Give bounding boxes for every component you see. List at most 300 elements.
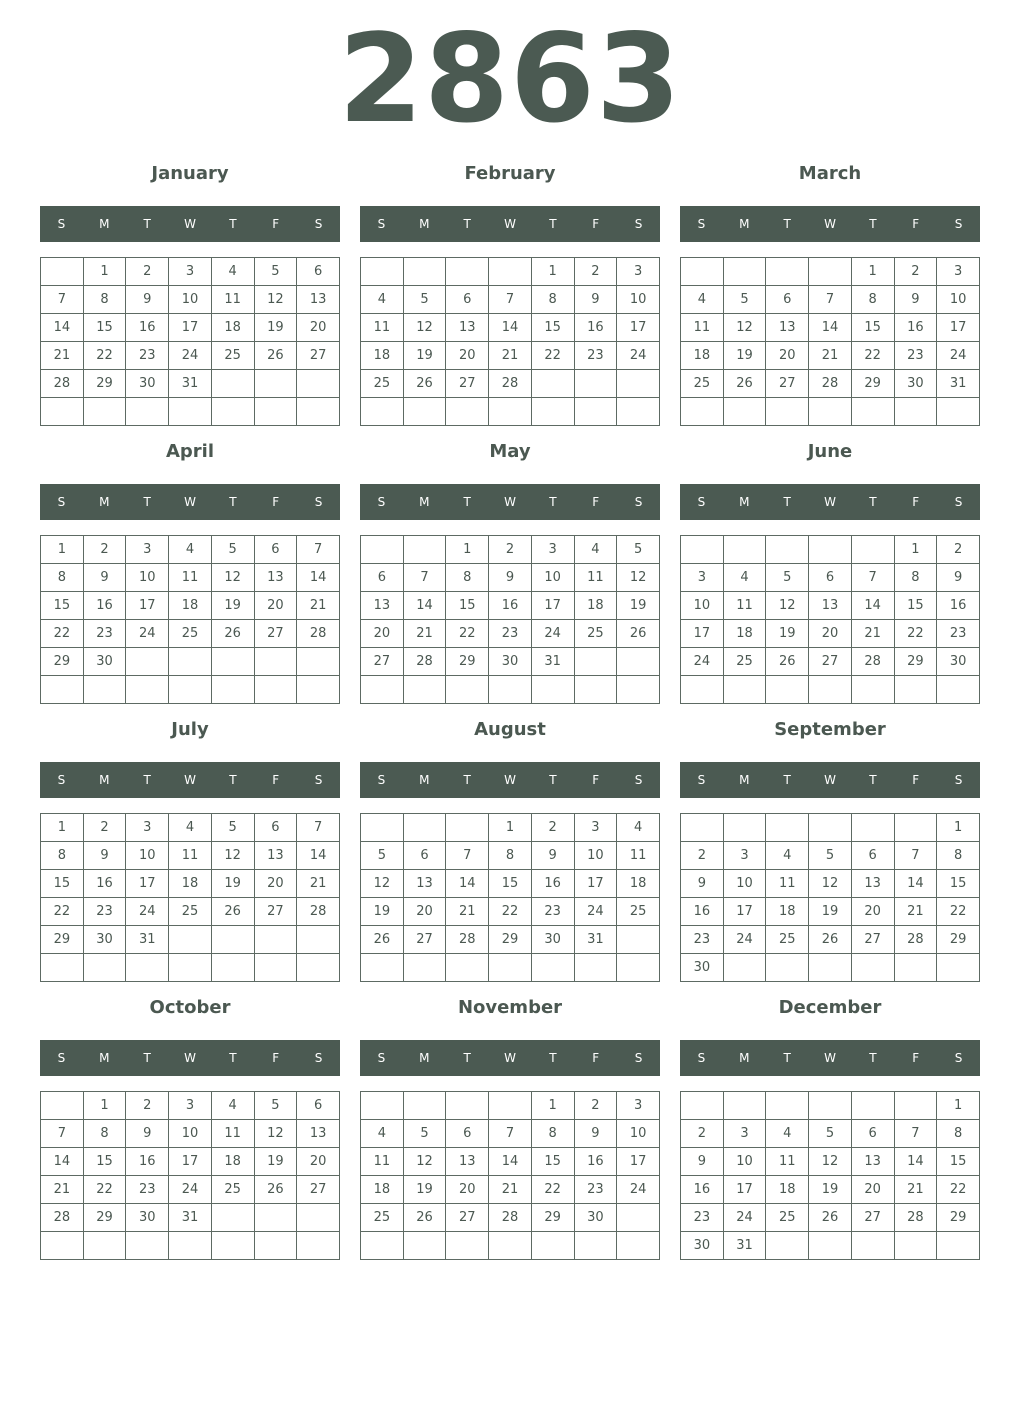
day-cell: 19 xyxy=(723,342,766,370)
weekday-label: S xyxy=(57,495,66,509)
day-cell: 11 xyxy=(574,564,617,592)
day-cell: 28 xyxy=(41,1204,84,1232)
day-cell: 2 xyxy=(681,1120,724,1148)
day-cell xyxy=(617,676,660,704)
day-cell: 21 xyxy=(297,870,340,898)
week-row xyxy=(361,842,660,870)
weekday-label: W xyxy=(184,495,196,509)
day-cell xyxy=(446,954,489,982)
day-cell: 7 xyxy=(489,286,532,314)
day-cell: 13 xyxy=(361,592,404,620)
day-cell: 26 xyxy=(766,648,809,676)
day-cell: 25 xyxy=(574,620,617,648)
day-cell: 15 xyxy=(489,870,532,898)
year-title: 2863 xyxy=(338,8,682,150)
day-cell: 20 xyxy=(297,314,340,342)
week-row xyxy=(361,342,660,370)
day-cell: 9 xyxy=(126,286,169,314)
day-cell: 1 xyxy=(531,1092,574,1120)
weekday-label: T xyxy=(869,217,877,231)
day-cell xyxy=(617,370,660,398)
day-cell: 26 xyxy=(254,1176,297,1204)
week-row xyxy=(361,286,660,314)
day-cell: 14 xyxy=(489,1148,532,1176)
week-row xyxy=(681,676,980,704)
day-cell xyxy=(723,398,766,426)
day-cell: 2 xyxy=(574,258,617,286)
day-cell: 29 xyxy=(489,926,532,954)
day-cell xyxy=(809,954,852,982)
day-cell: 22 xyxy=(41,620,84,648)
week-row xyxy=(681,564,980,592)
day-cell: 11 xyxy=(766,1148,809,1176)
day-cell xyxy=(211,676,254,704)
day-cell: 21 xyxy=(297,592,340,620)
day-cell xyxy=(41,398,84,426)
day-cell: 3 xyxy=(617,258,660,286)
day-cell: 18 xyxy=(169,870,212,898)
day-cell: 11 xyxy=(617,842,660,870)
day-cell: 8 xyxy=(894,564,937,592)
day-cell: 21 xyxy=(41,1176,84,1204)
week-row xyxy=(41,1204,340,1232)
day-cell xyxy=(361,258,404,286)
day-cell: 1 xyxy=(41,814,84,842)
day-cell: 4 xyxy=(766,842,809,870)
weekday-label: S xyxy=(314,217,323,231)
day-cell: 22 xyxy=(894,620,937,648)
day-cell: 17 xyxy=(126,870,169,898)
day-cell xyxy=(297,676,340,704)
day-cell: 24 xyxy=(617,1176,660,1204)
weekday-label: F xyxy=(272,1051,280,1065)
day-cell: 16 xyxy=(937,592,980,620)
week-row xyxy=(681,954,980,982)
weekday-label: T xyxy=(143,217,151,231)
week-row xyxy=(681,842,980,870)
day-cell: 23 xyxy=(531,898,574,926)
day-cell: 9 xyxy=(126,1120,169,1148)
day-cell xyxy=(446,258,489,286)
weekday-label: F xyxy=(272,217,280,231)
week-row xyxy=(681,926,980,954)
day-cell: 7 xyxy=(446,842,489,870)
day-cell: 28 xyxy=(851,648,894,676)
day-cell: 29 xyxy=(41,648,84,676)
day-cell: 19 xyxy=(809,898,852,926)
day-cell: 16 xyxy=(574,314,617,342)
day-cell: 28 xyxy=(809,370,852,398)
day-cell xyxy=(254,398,297,426)
day-cell xyxy=(361,814,404,842)
weekday-label: M xyxy=(99,495,110,509)
day-cell xyxy=(489,1232,532,1260)
day-cell xyxy=(574,370,617,398)
day-cell xyxy=(937,1232,980,1260)
weekday-label: T xyxy=(229,495,237,509)
day-cell: 22 xyxy=(531,1176,574,1204)
week-row xyxy=(681,648,980,676)
day-cell: 28 xyxy=(489,370,532,398)
day-grid xyxy=(40,1091,340,1260)
day-cell: 10 xyxy=(126,564,169,592)
day-cell xyxy=(403,398,446,426)
day-cell: 15 xyxy=(531,314,574,342)
day-cell: 7 xyxy=(297,814,340,842)
day-cell: 8 xyxy=(489,842,532,870)
day-cell xyxy=(489,398,532,426)
day-cell xyxy=(169,1232,212,1260)
weekday-label: T xyxy=(549,773,557,787)
day-cell xyxy=(169,398,212,426)
day-cell: 16 xyxy=(126,1148,169,1176)
day-cell: 20 xyxy=(446,342,489,370)
weekday-label: M xyxy=(419,773,430,787)
day-cell: 30 xyxy=(126,1204,169,1232)
weekday-label: T xyxy=(463,773,471,787)
day-cell xyxy=(766,954,809,982)
day-cell: 10 xyxy=(723,1148,766,1176)
weekday-label: F xyxy=(592,1051,600,1065)
day-cell xyxy=(83,1232,126,1260)
day-cell: 8 xyxy=(83,1120,126,1148)
weekday-label: S xyxy=(634,1051,643,1065)
day-cell xyxy=(681,398,724,426)
day-cell: 24 xyxy=(937,342,980,370)
day-cell: 31 xyxy=(531,648,574,676)
day-cell: 11 xyxy=(723,592,766,620)
day-cell: 27 xyxy=(254,898,297,926)
day-cell: 7 xyxy=(851,564,894,592)
weekday-label: M xyxy=(739,773,750,787)
day-cell xyxy=(489,676,532,704)
week-row xyxy=(361,814,660,842)
day-cell: 6 xyxy=(766,286,809,314)
day-cell xyxy=(574,1232,617,1260)
day-cell: 19 xyxy=(403,1176,446,1204)
day-cell: 17 xyxy=(574,870,617,898)
day-cell: 12 xyxy=(617,564,660,592)
day-cell: 17 xyxy=(617,1148,660,1176)
day-cell: 10 xyxy=(531,564,574,592)
week-row xyxy=(41,398,340,426)
day-cell: 23 xyxy=(937,620,980,648)
week-row xyxy=(361,620,660,648)
day-cell: 15 xyxy=(446,592,489,620)
week-row xyxy=(41,370,340,398)
day-cell: 10 xyxy=(617,1120,660,1148)
day-cell: 26 xyxy=(809,1204,852,1232)
day-cell: 30 xyxy=(83,648,126,676)
day-cell: 20 xyxy=(361,620,404,648)
day-cell: 25 xyxy=(169,898,212,926)
month-name: March xyxy=(798,163,862,184)
day-cell: 20 xyxy=(403,898,446,926)
weekday-label: M xyxy=(739,495,750,509)
day-cell: 8 xyxy=(531,286,574,314)
day-cell xyxy=(809,258,852,286)
day-cell: 13 xyxy=(446,314,489,342)
day-cell: 28 xyxy=(489,1204,532,1232)
weekday-label: M xyxy=(739,217,750,231)
day-cell xyxy=(361,536,404,564)
day-cell: 26 xyxy=(254,342,297,370)
day-cell xyxy=(126,676,169,704)
day-cell: 27 xyxy=(851,926,894,954)
weekday-label: T xyxy=(783,1051,791,1065)
week-row xyxy=(681,592,980,620)
day-cell xyxy=(531,370,574,398)
day-cell xyxy=(211,1204,254,1232)
day-cell xyxy=(297,954,340,982)
day-cell: 22 xyxy=(446,620,489,648)
day-cell xyxy=(894,814,937,842)
week-row xyxy=(681,314,980,342)
day-cell: 29 xyxy=(41,926,84,954)
day-cell: 4 xyxy=(723,564,766,592)
week-row xyxy=(681,1148,980,1176)
day-cell: 18 xyxy=(723,620,766,648)
day-cell: 18 xyxy=(766,1176,809,1204)
day-cell: 4 xyxy=(617,814,660,842)
day-cell: 14 xyxy=(851,592,894,620)
day-cell: 5 xyxy=(809,1120,852,1148)
day-cell: 5 xyxy=(766,564,809,592)
day-cell: 18 xyxy=(617,870,660,898)
day-cell: 29 xyxy=(83,370,126,398)
day-cell: 23 xyxy=(574,1176,617,1204)
weekday-label: M xyxy=(419,1051,430,1065)
day-cell: 11 xyxy=(361,1148,404,1176)
day-cell: 23 xyxy=(574,342,617,370)
day-cell xyxy=(403,536,446,564)
day-cell: 4 xyxy=(211,258,254,286)
weekday-label: T xyxy=(549,1051,557,1065)
day-cell: 8 xyxy=(851,286,894,314)
weekday-label: F xyxy=(912,1051,920,1065)
weekday-label: S xyxy=(634,773,643,787)
month-name: September xyxy=(774,719,886,740)
weekday-label: S xyxy=(314,773,323,787)
day-cell xyxy=(723,258,766,286)
day-cell xyxy=(126,648,169,676)
day-cell xyxy=(254,676,297,704)
day-cell xyxy=(361,676,404,704)
day-cell xyxy=(681,1092,724,1120)
day-cell: 5 xyxy=(809,842,852,870)
weekday-label: S xyxy=(314,495,323,509)
weekday-label: T xyxy=(463,495,471,509)
day-cell: 6 xyxy=(254,814,297,842)
day-cell: 21 xyxy=(489,1176,532,1204)
week-row xyxy=(681,814,980,842)
weekday-label: W xyxy=(184,1051,196,1065)
day-cell: 22 xyxy=(83,1176,126,1204)
weekday-label: S xyxy=(697,773,706,787)
day-cell: 7 xyxy=(297,536,340,564)
day-cell xyxy=(617,648,660,676)
day-cell: 27 xyxy=(297,342,340,370)
day-cell: 28 xyxy=(403,648,446,676)
weekday-label: T xyxy=(549,217,557,231)
day-cell: 9 xyxy=(83,842,126,870)
week-row xyxy=(361,926,660,954)
day-cell xyxy=(617,954,660,982)
day-cell: 16 xyxy=(681,1176,724,1204)
day-cell: 28 xyxy=(297,898,340,926)
day-cell: 12 xyxy=(211,564,254,592)
day-cell: 27 xyxy=(851,1204,894,1232)
day-cell: 20 xyxy=(254,592,297,620)
day-cell: 20 xyxy=(809,620,852,648)
day-cell: 3 xyxy=(126,536,169,564)
weekday-label: F xyxy=(912,495,920,509)
weekday-label: T xyxy=(783,773,791,787)
day-cell xyxy=(766,1092,809,1120)
weekday-label: S xyxy=(954,773,963,787)
day-cell: 6 xyxy=(809,564,852,592)
day-cell xyxy=(723,814,766,842)
day-cell: 16 xyxy=(681,898,724,926)
weekday-header xyxy=(360,762,660,798)
week-row xyxy=(681,1176,980,1204)
week-row xyxy=(41,342,340,370)
day-cell: 2 xyxy=(531,814,574,842)
week-row xyxy=(41,954,340,982)
month-name: July xyxy=(171,719,209,740)
weekday-label: T xyxy=(143,773,151,787)
day-cell xyxy=(617,926,660,954)
day-cell xyxy=(41,676,84,704)
day-grid xyxy=(40,257,340,426)
day-cell: 29 xyxy=(937,926,980,954)
day-cell xyxy=(851,536,894,564)
day-cell: 11 xyxy=(766,870,809,898)
week-row xyxy=(361,564,660,592)
day-cell xyxy=(489,954,532,982)
day-cell: 5 xyxy=(723,286,766,314)
weekday-label: T xyxy=(783,217,791,231)
weekday-header xyxy=(40,762,340,798)
day-cell: 16 xyxy=(83,592,126,620)
day-cell: 18 xyxy=(361,342,404,370)
week-row xyxy=(41,1092,340,1120)
weekday-label: F xyxy=(912,217,920,231)
day-cell xyxy=(41,1092,84,1120)
day-cell: 12 xyxy=(254,286,297,314)
day-grid xyxy=(360,257,660,426)
day-cell xyxy=(574,648,617,676)
day-cell: 11 xyxy=(169,564,212,592)
day-cell: 5 xyxy=(361,842,404,870)
day-cell: 7 xyxy=(894,1120,937,1148)
weekday-label: W xyxy=(824,1051,836,1065)
day-cell: 19 xyxy=(403,342,446,370)
day-cell: 24 xyxy=(169,342,212,370)
week-row xyxy=(681,1092,980,1120)
week-row xyxy=(41,814,340,842)
day-cell: 14 xyxy=(446,870,489,898)
weekday-header xyxy=(680,1040,980,1076)
day-cell: 29 xyxy=(446,648,489,676)
day-cell xyxy=(937,954,980,982)
weekday-label: M xyxy=(99,217,110,231)
weekday-label: W xyxy=(504,773,516,787)
day-cell: 14 xyxy=(894,1148,937,1176)
day-cell: 23 xyxy=(681,926,724,954)
day-cell: 10 xyxy=(681,592,724,620)
day-cell: 24 xyxy=(617,342,660,370)
day-cell: 4 xyxy=(169,814,212,842)
day-cell xyxy=(617,398,660,426)
day-cell: 7 xyxy=(894,842,937,870)
week-row xyxy=(361,398,660,426)
day-cell: 26 xyxy=(211,620,254,648)
day-cell: 24 xyxy=(169,1176,212,1204)
day-cell xyxy=(851,676,894,704)
week-row xyxy=(681,258,980,286)
day-cell: 7 xyxy=(41,286,84,314)
day-cell: 22 xyxy=(937,1176,980,1204)
day-cell: 15 xyxy=(937,870,980,898)
day-cell xyxy=(297,398,340,426)
day-cell xyxy=(41,258,84,286)
weekday-label: T xyxy=(783,495,791,509)
day-cell: 24 xyxy=(126,620,169,648)
day-cell: 12 xyxy=(403,1148,446,1176)
day-cell: 8 xyxy=(937,842,980,870)
day-cell: 22 xyxy=(851,342,894,370)
day-cell: 25 xyxy=(211,342,254,370)
weekday-label: M xyxy=(99,773,110,787)
day-cell xyxy=(681,676,724,704)
weekday-label: T xyxy=(549,495,557,509)
day-cell xyxy=(937,676,980,704)
week-row xyxy=(41,676,340,704)
day-cell: 22 xyxy=(41,898,84,926)
day-cell xyxy=(297,926,340,954)
day-cell: 21 xyxy=(489,342,532,370)
week-row xyxy=(41,648,340,676)
week-row xyxy=(361,648,660,676)
day-cell: 14 xyxy=(489,314,532,342)
day-cell: 28 xyxy=(297,620,340,648)
day-cell: 17 xyxy=(723,1176,766,1204)
weekday-label: F xyxy=(592,495,600,509)
day-cell: 4 xyxy=(681,286,724,314)
day-cell xyxy=(937,398,980,426)
day-cell: 29 xyxy=(937,1204,980,1232)
week-row xyxy=(41,536,340,564)
day-cell xyxy=(489,1092,532,1120)
weekday-label: S xyxy=(697,1051,706,1065)
weekday-header xyxy=(680,762,980,798)
weekday-label: W xyxy=(504,217,516,231)
day-cell: 17 xyxy=(681,620,724,648)
day-cell: 21 xyxy=(446,898,489,926)
day-cell: 3 xyxy=(126,814,169,842)
day-cell: 11 xyxy=(681,314,724,342)
weekday-label: S xyxy=(57,1051,66,1065)
day-cell: 10 xyxy=(937,286,980,314)
weekday-label: F xyxy=(912,773,920,787)
day-cell: 25 xyxy=(617,898,660,926)
day-cell: 14 xyxy=(297,842,340,870)
day-cell: 13 xyxy=(809,592,852,620)
day-cell: 30 xyxy=(489,648,532,676)
day-cell: 3 xyxy=(574,814,617,842)
day-cell: 15 xyxy=(83,1148,126,1176)
